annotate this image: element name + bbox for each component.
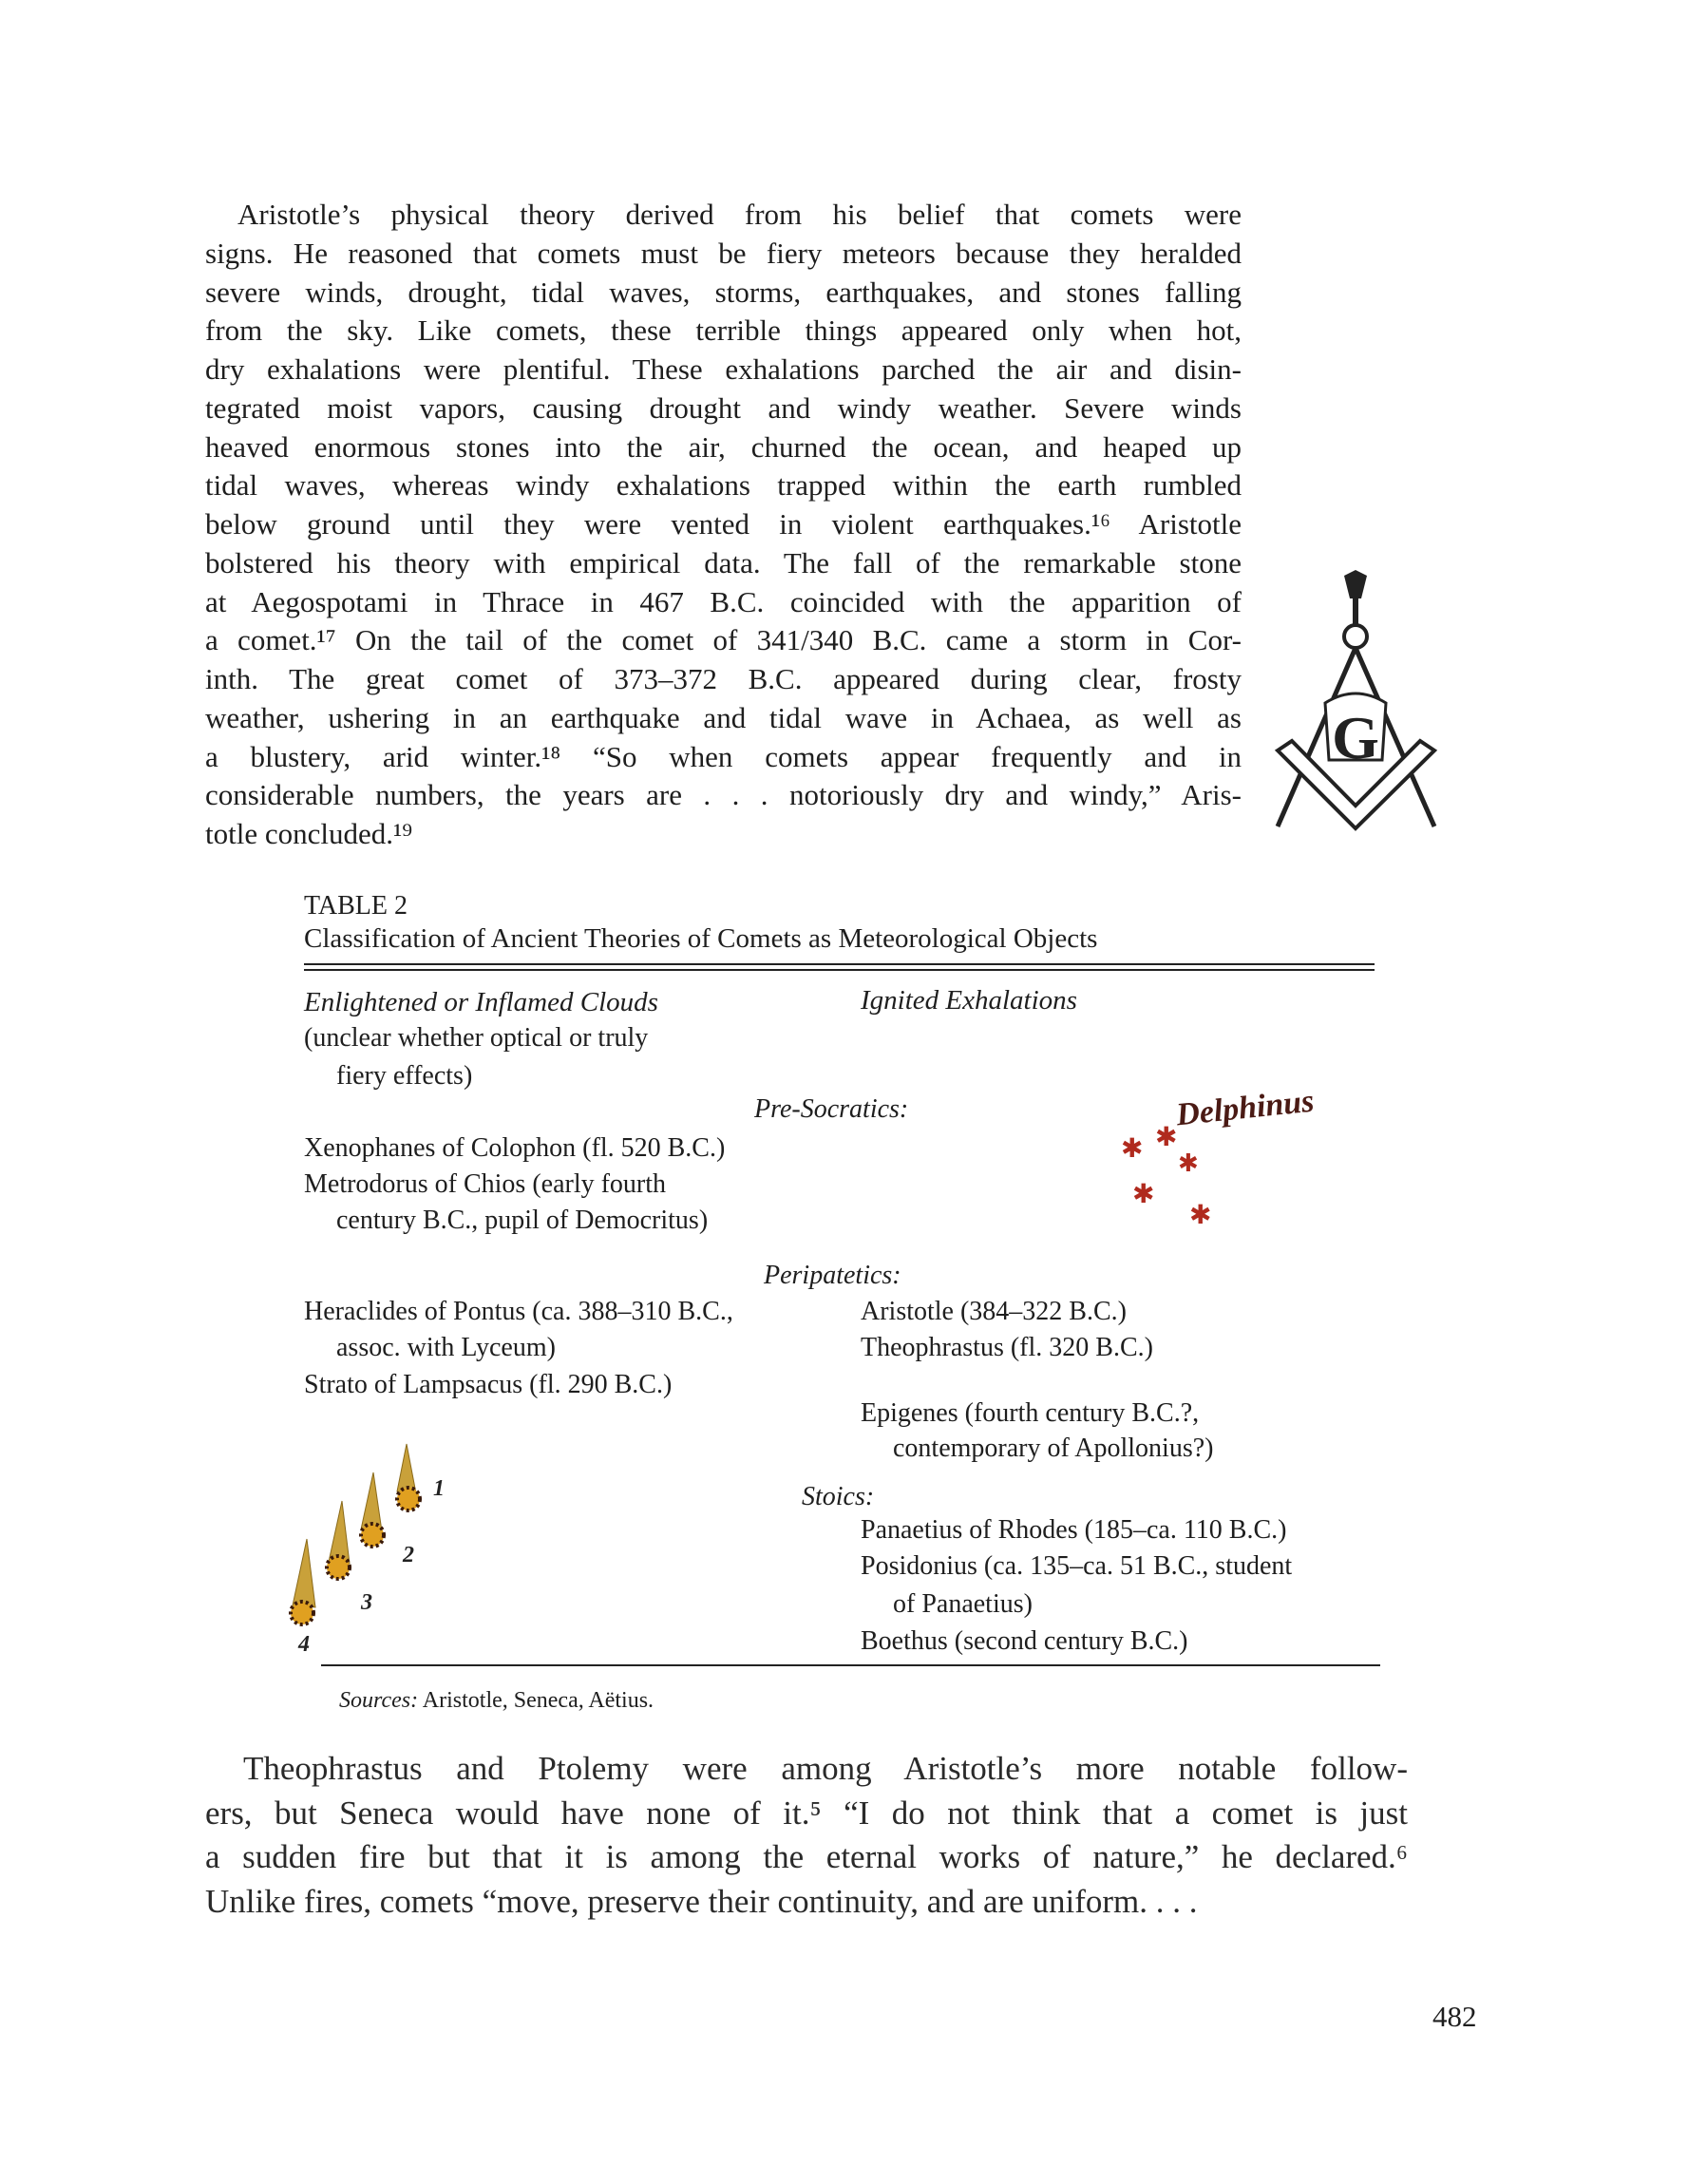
comet-number-3: 3 [361,1590,372,1615]
comet-number-1: 1 [433,1476,445,1501]
sources-text: Aristotle, Seneca, Aëtius. [418,1688,654,1713]
column-left-subtitle-2: fiery effects) [336,1061,473,1091]
group-stoics: Stoics: [802,1482,875,1511]
comet-number-2: 2 [403,1543,414,1567]
table-bottom-rule [321,1664,1380,1666]
text-line: ers, but Seneca would have none of it.⁵ “I do not think that a comet is just [205,1794,1408,1832]
text-line: weather, ushering in an earthquake and tidal wave in Achaea, as well as [205,700,1242,734]
table-top-rule-2 [304,969,1375,971]
entry-metrodorus-1: Metrodorus of Chios (early fourth [304,1169,667,1199]
text-line: bolstered his theory with empirical data. The fall of the remarkable stone [205,545,1242,579]
text-line: tegrated moist vapors, causing drought and windy weather. Severe winds [205,390,1242,425]
delphinus-label: Delphinus [1174,1083,1316,1133]
star-icon: ✱ [1189,1201,1212,1230]
entry-posidonius-2: of Panaetius) [893,1589,1033,1619]
entry-theophrastus: Theophrastus (fl. 320 B.C.) [861,1333,1153,1362]
entry-posidonius-1: Posidonius (ca. 135–ca. 51 B.C., student [861,1551,1293,1581]
emblem-letter: G [1332,704,1379,771]
text-line: below ground until they were vented in violent earthquakes.¹⁶ Aristotle [205,507,1242,541]
entry-heraclides-1: Heraclides of Pontus (ca. 388–310 B.C., [304,1297,733,1326]
text-line: heaved enormous stones into the air, churned the ocean, and heaped up [205,429,1242,464]
text-line: totle concluded.¹⁹ [205,817,413,850]
text-line: Theophrastus and Ptolemy were among Aristotle’s more notable follow- [243,1750,1408,1787]
star-icon: ✱ [1132,1180,1155,1209]
masonic-emblem-icon [1268,570,1444,836]
column-left-subtitle-1: (unclear whether optical or truly [304,1023,649,1053]
sources-label: Sources: [339,1688,419,1713]
page-number: 482 [1432,2000,1477,2033]
comets-illustration-icon [255,1434,464,1662]
text-line: from the sky. Like comets, these terrible things appeared only when hot, [205,313,1242,348]
table-top-rule-1 [304,963,1375,965]
text-line: a comet.¹⁷ On the tail of the comet of 341/340 B.C. came a storm in Cor- [205,623,1242,657]
text-line: inth. The great comet of 373–372 B.C. appeared during clear, frosty [205,662,1242,695]
entry-xenophanes: Xenophanes of Colophon (fl. 520 B.C.) [304,1133,726,1163]
column-header-left: Enlightened or Inflamed Clouds [304,987,658,1017]
entry-epigenes-1: Epigenes (fourth century B.C.?, [861,1398,1200,1428]
table-sources [339,1682,654,1719]
text-line: Unlike fires, comets “move, preserve their continuity, and are uniform. . . . [205,1883,1198,1921]
entry-strato: Strato of Lampsacus (fl. 290 B.C.) [304,1370,673,1399]
table-label-text: TABLE 2 [304,891,408,921]
text-line: tidal waves, whereas windy exhalations trapped within the earth rumbled [205,468,1242,503]
text-line: dry exhalations were plentiful. These exhalations parched the air and disin- [205,352,1242,386]
group-peripatetics: Peripatetics: [764,1261,901,1290]
comet-number-4: 4 [298,1632,310,1657]
entry-boethus: Boethus (second century B.C.) [861,1626,1188,1656]
star-icon: ✱ [1155,1123,1178,1152]
entry-panaetius: Panaetius of Rhodes (185–ca. 110 B.C.) [861,1515,1287,1545]
star-icon: ✱ [1178,1149,1199,1177]
text-line: at Aegospotami in Thrace in 467 B.C. coincided with the apparition of [205,584,1242,618]
text-line: a sudden fire but that it is among the eternal works of nature,” he declared.⁶ [205,1838,1408,1876]
entry-aristotle: Aristotle (384–322 B.C.) [861,1297,1127,1326]
entry-heraclides-2: assoc. with Lyceum) [336,1333,556,1362]
star-icon: ✱ [1121,1134,1144,1164]
text-line: considerable numbers, the years are . . . notoriously dry and windy,” Aris- [205,778,1242,812]
text-line: a blustery, arid winter.¹⁸ “So when comets appear frequently and in [205,739,1242,773]
text-line: Aristotle’s physical theory derived from his belief that comets were [237,198,1242,231]
table-label [304,888,408,924]
group-presocratics: Pre-Socratics: [754,1094,909,1124]
entry-metrodorus-2: century B.C., pupil of Democritus) [336,1206,709,1235]
column-header-right: Ignited Exhalations [861,985,1077,1016]
text-line: signs. He reasoned that comets must be fiery meteors because they heralded [205,236,1242,270]
table-title: Classification of Ancient Theories of Comets as Meteorological Objects [304,923,1098,954]
entry-epigenes-2: contemporary of Apollonius?) [893,1434,1214,1463]
text-line: severe winds, drought, tidal waves, storms, earthquakes, and stones falling [205,275,1242,309]
